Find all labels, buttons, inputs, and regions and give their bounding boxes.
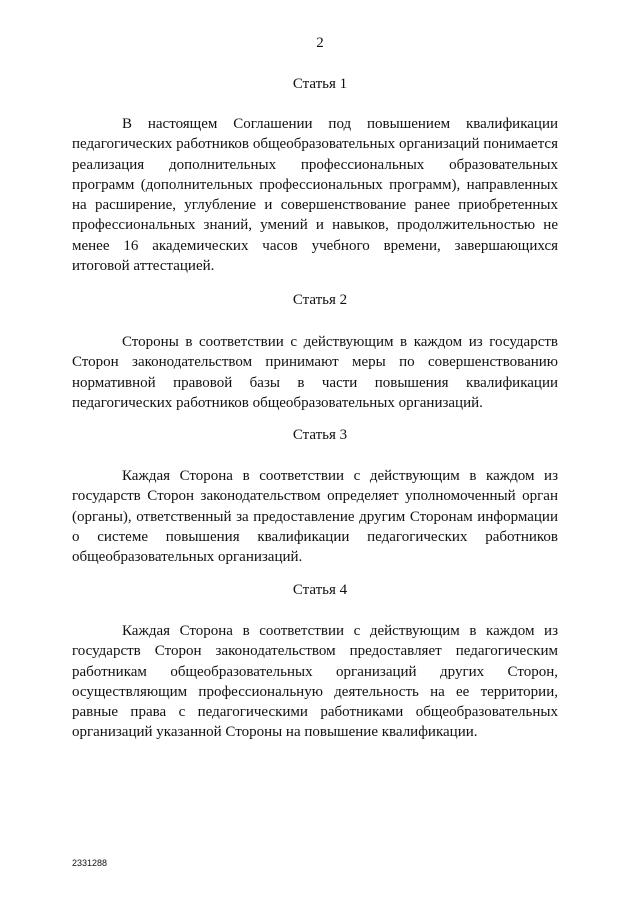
article-2-title: Статья 2 xyxy=(292,292,348,308)
article-1-title: Статья 1 xyxy=(292,76,348,92)
article-3-title: Статья 3 xyxy=(292,427,348,443)
article-2-text: Стороны в соответствии с действующим в каждом из государств Сторон законодательством принимают меры по совершенствованию нормативной правовой базы в части повышения квалификации педагогических работников общеобразовательных организаций. xyxy=(72,334,558,411)
article-4-text: Каждая Сторона в соответствии с действующим в каждом из государств Сторон законодательством предоставляет педагогическим работникам общеобразовательных организаций других Сторон, осуществляющим профессиональную деятельность на ее территории, равные права с педагогическими работниками общеобразовательных организаций указанной Стороны на повышение квалификации. xyxy=(72,623,558,741)
article-1-text: В настоящем Соглашении под повышением квалификации педагогических работников общеобразовательных организаций понимается реализация дополнительных профессиональных образовательных программ (дополнительных профессиональных программ), направленных на расширение, углубление и совершенствование ранее приобретенных профессиональных знаний, умений и навыков, продолжительностью не менее 16 академических часов учебного времени, завершающихся итоговой аттестацией. xyxy=(72,116,558,275)
article-4-title: Статья 4 xyxy=(292,582,348,598)
article-3-text: Каждая Сторона в соответствии с действующим в каждом из государств Сторон законодательством определяет уполномоченный орган (органы), ответственный за предоставление другим Сторонам информации о системе повышения квалификации педагогических работников общеобразовательных организаций. xyxy=(72,468,558,566)
page-number: 2 xyxy=(316,35,324,51)
document-code: 2331288 xyxy=(72,858,108,868)
